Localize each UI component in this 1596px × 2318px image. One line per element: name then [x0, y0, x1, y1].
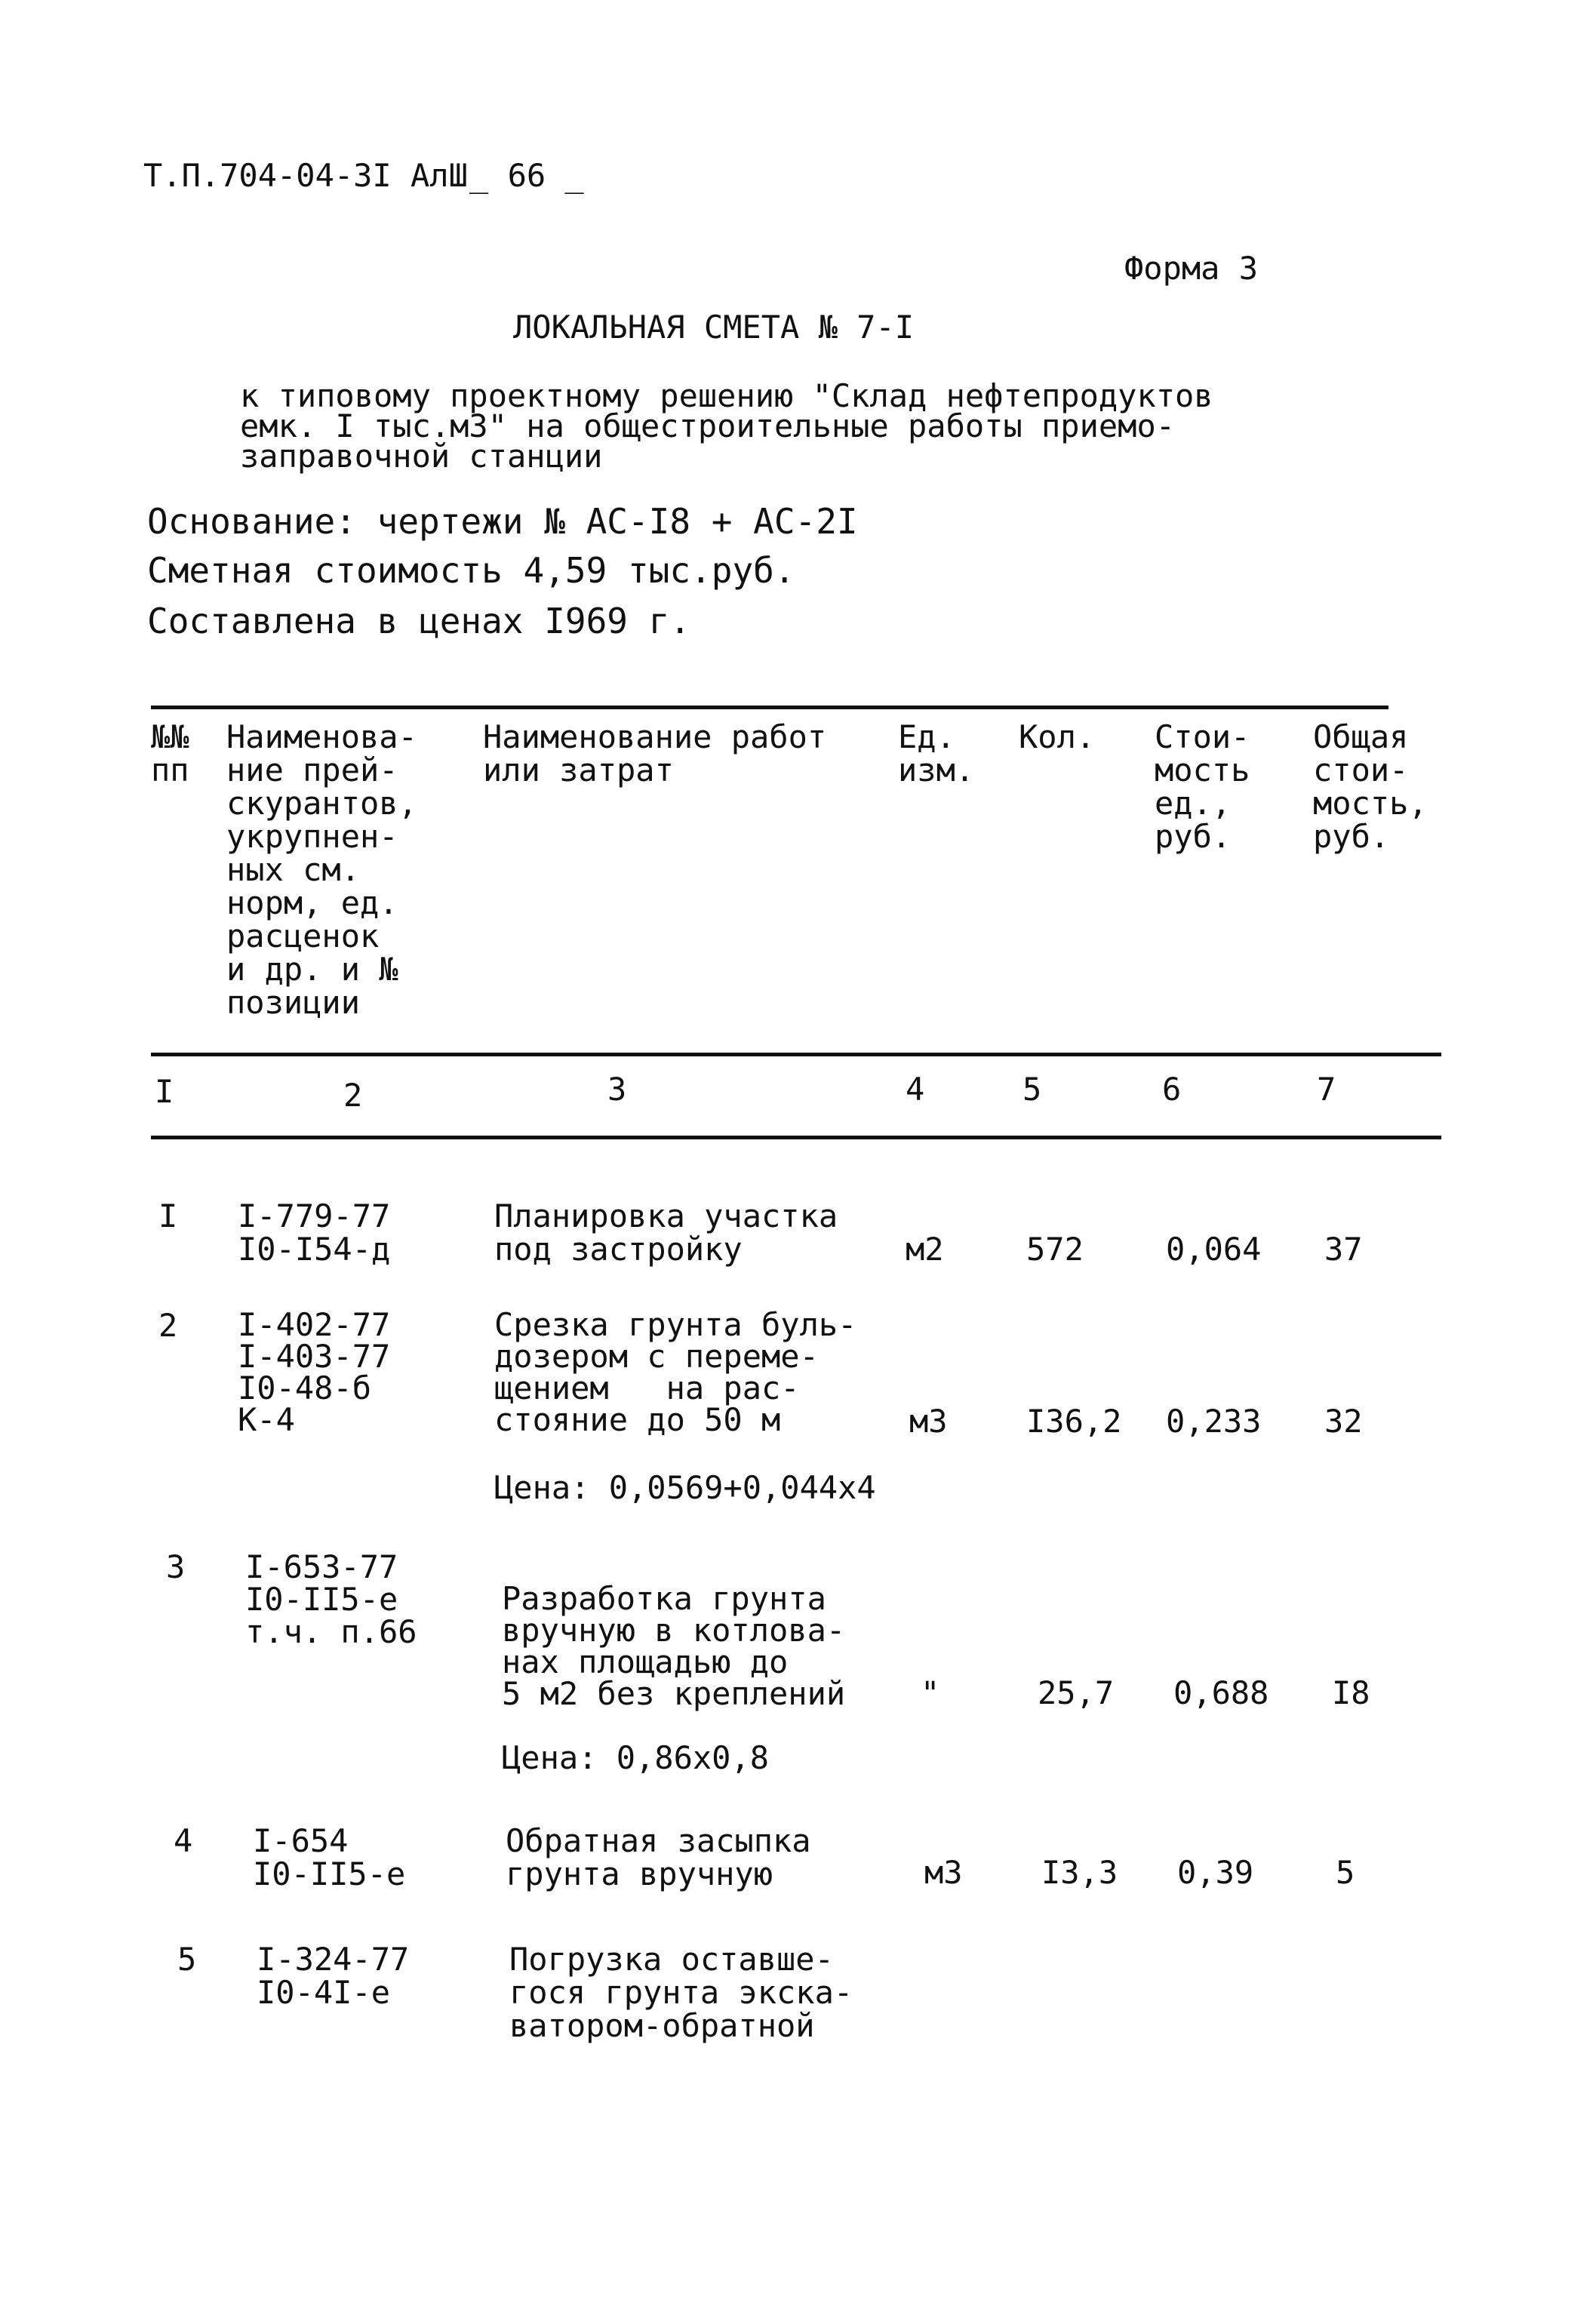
- col-number-5: 5: [1022, 1071, 1042, 1108]
- row-unit: м3: [909, 1403, 948, 1440]
- basis-line: Основание: чертежи № АС-I8 + АС-2I: [147, 501, 858, 542]
- col-number-2: 2: [343, 1077, 363, 1114]
- row-unit-cost: 0,233: [1166, 1403, 1262, 1440]
- row-unit: м3: [924, 1854, 963, 1891]
- row-total-cost: 32: [1324, 1403, 1363, 1440]
- row-quantity: I36,2: [1026, 1403, 1122, 1440]
- row-pricelist-code: I-324-77 I0-4I-е: [257, 1941, 410, 2011]
- row-number: I: [158, 1197, 178, 1234]
- row-number: 5: [177, 1941, 197, 1978]
- row-price-note: Цена: 0,86х0,8: [502, 1739, 770, 1776]
- row-quantity: 25,7: [1038, 1674, 1115, 1711]
- row-work-name: Планировка участка под застройку: [494, 1197, 838, 1268]
- row-unit: ": [921, 1674, 940, 1711]
- row-number: 2: [158, 1307, 178, 1344]
- document-subtitle: к типовому проектному решению "Склад нефтепродуктов емк. I тыс.м3" на общестроительные работы приемо- заправочной станции: [240, 377, 1213, 475]
- estimated-cost-line: Сметная стоимость 4,59 тыс.руб.: [147, 550, 795, 591]
- table-columns-rule: [151, 1136, 1441, 1139]
- col-header-quantity: Кол.: [1019, 718, 1096, 755]
- table-top-rule: [151, 706, 1388, 709]
- row-unit-cost: 0,39: [1177, 1854, 1254, 1891]
- row-number: 4: [174, 1822, 193, 1859]
- row-work-name: Погрузка оставше- гося грунта экска- ватором-обратной: [509, 1941, 853, 2044]
- row-unit-cost: 0,688: [1173, 1674, 1269, 1711]
- row-quantity: I3,3: [1041, 1854, 1118, 1891]
- table-header-rule: [151, 1053, 1441, 1056]
- col-header-unit: Ед. изм.: [898, 718, 975, 789]
- col-number-6: 6: [1162, 1071, 1182, 1108]
- row-pricelist-code: I-653-77 I0-II5-е т.ч. п.66: [245, 1548, 417, 1650]
- row-work-name: Разработка грунта вручную в котлова- нах площадью до 5 м2 без креплений: [502, 1580, 846, 1712]
- row-pricelist-code: I-654 I0-II5-е: [253, 1822, 406, 1892]
- col-header-work-name: Наименование работ или затрат: [483, 718, 827, 789]
- row-number: 3: [166, 1548, 186, 1585]
- price-basis-line: Составлена в ценах I969 г.: [147, 601, 691, 641]
- col-number-3: 3: [607, 1071, 627, 1108]
- row-total-cost: 37: [1324, 1231, 1363, 1268]
- col-number-7: 7: [1317, 1071, 1336, 1108]
- col-number-1: I: [155, 1073, 174, 1110]
- row-total-cost: 5: [1336, 1854, 1355, 1891]
- document-code: Т.П.704-04-3I АлШ: [143, 157, 468, 194]
- col-header-number: №№ пп: [151, 718, 189, 789]
- col-number-4: 4: [906, 1071, 925, 1108]
- page-number: _ 66 _: [469, 157, 584, 194]
- col-header-total-cost: Общая стои- мость, руб.: [1313, 718, 1428, 855]
- row-price-note: Цена: 0,0569+0,044х4: [494, 1469, 876, 1506]
- row-pricelist-code: I-402-77 I-403-77 I0-48-б К-4: [238, 1306, 391, 1438]
- form-label: Форма 3: [1124, 250, 1259, 287]
- row-quantity: 572: [1026, 1231, 1084, 1268]
- col-header-unit-cost: Стои- мость ед., руб.: [1155, 718, 1250, 855]
- row-work-name: Срезка грунта буль- дозером с переме- щением на рас- стояние до 50 м: [494, 1306, 857, 1438]
- row-work-name: Обратная засыпка грунта вручную: [506, 1822, 811, 1892]
- row-unit-cost: 0,064: [1166, 1231, 1262, 1268]
- row-total-cost: I8: [1332, 1674, 1370, 1711]
- col-header-pricelist: Наименова- ние прей- скурантов, укрупнен- ных см. норм, ед. расценок и др. и № позиции: [226, 718, 417, 1021]
- row-unit: м2: [906, 1231, 944, 1268]
- document-title: ЛОКАЛЬНАЯ СМЕТА № 7-I: [513, 309, 915, 346]
- row-pricelist-code: I-779-77 I0-I54-д: [238, 1197, 391, 1268]
